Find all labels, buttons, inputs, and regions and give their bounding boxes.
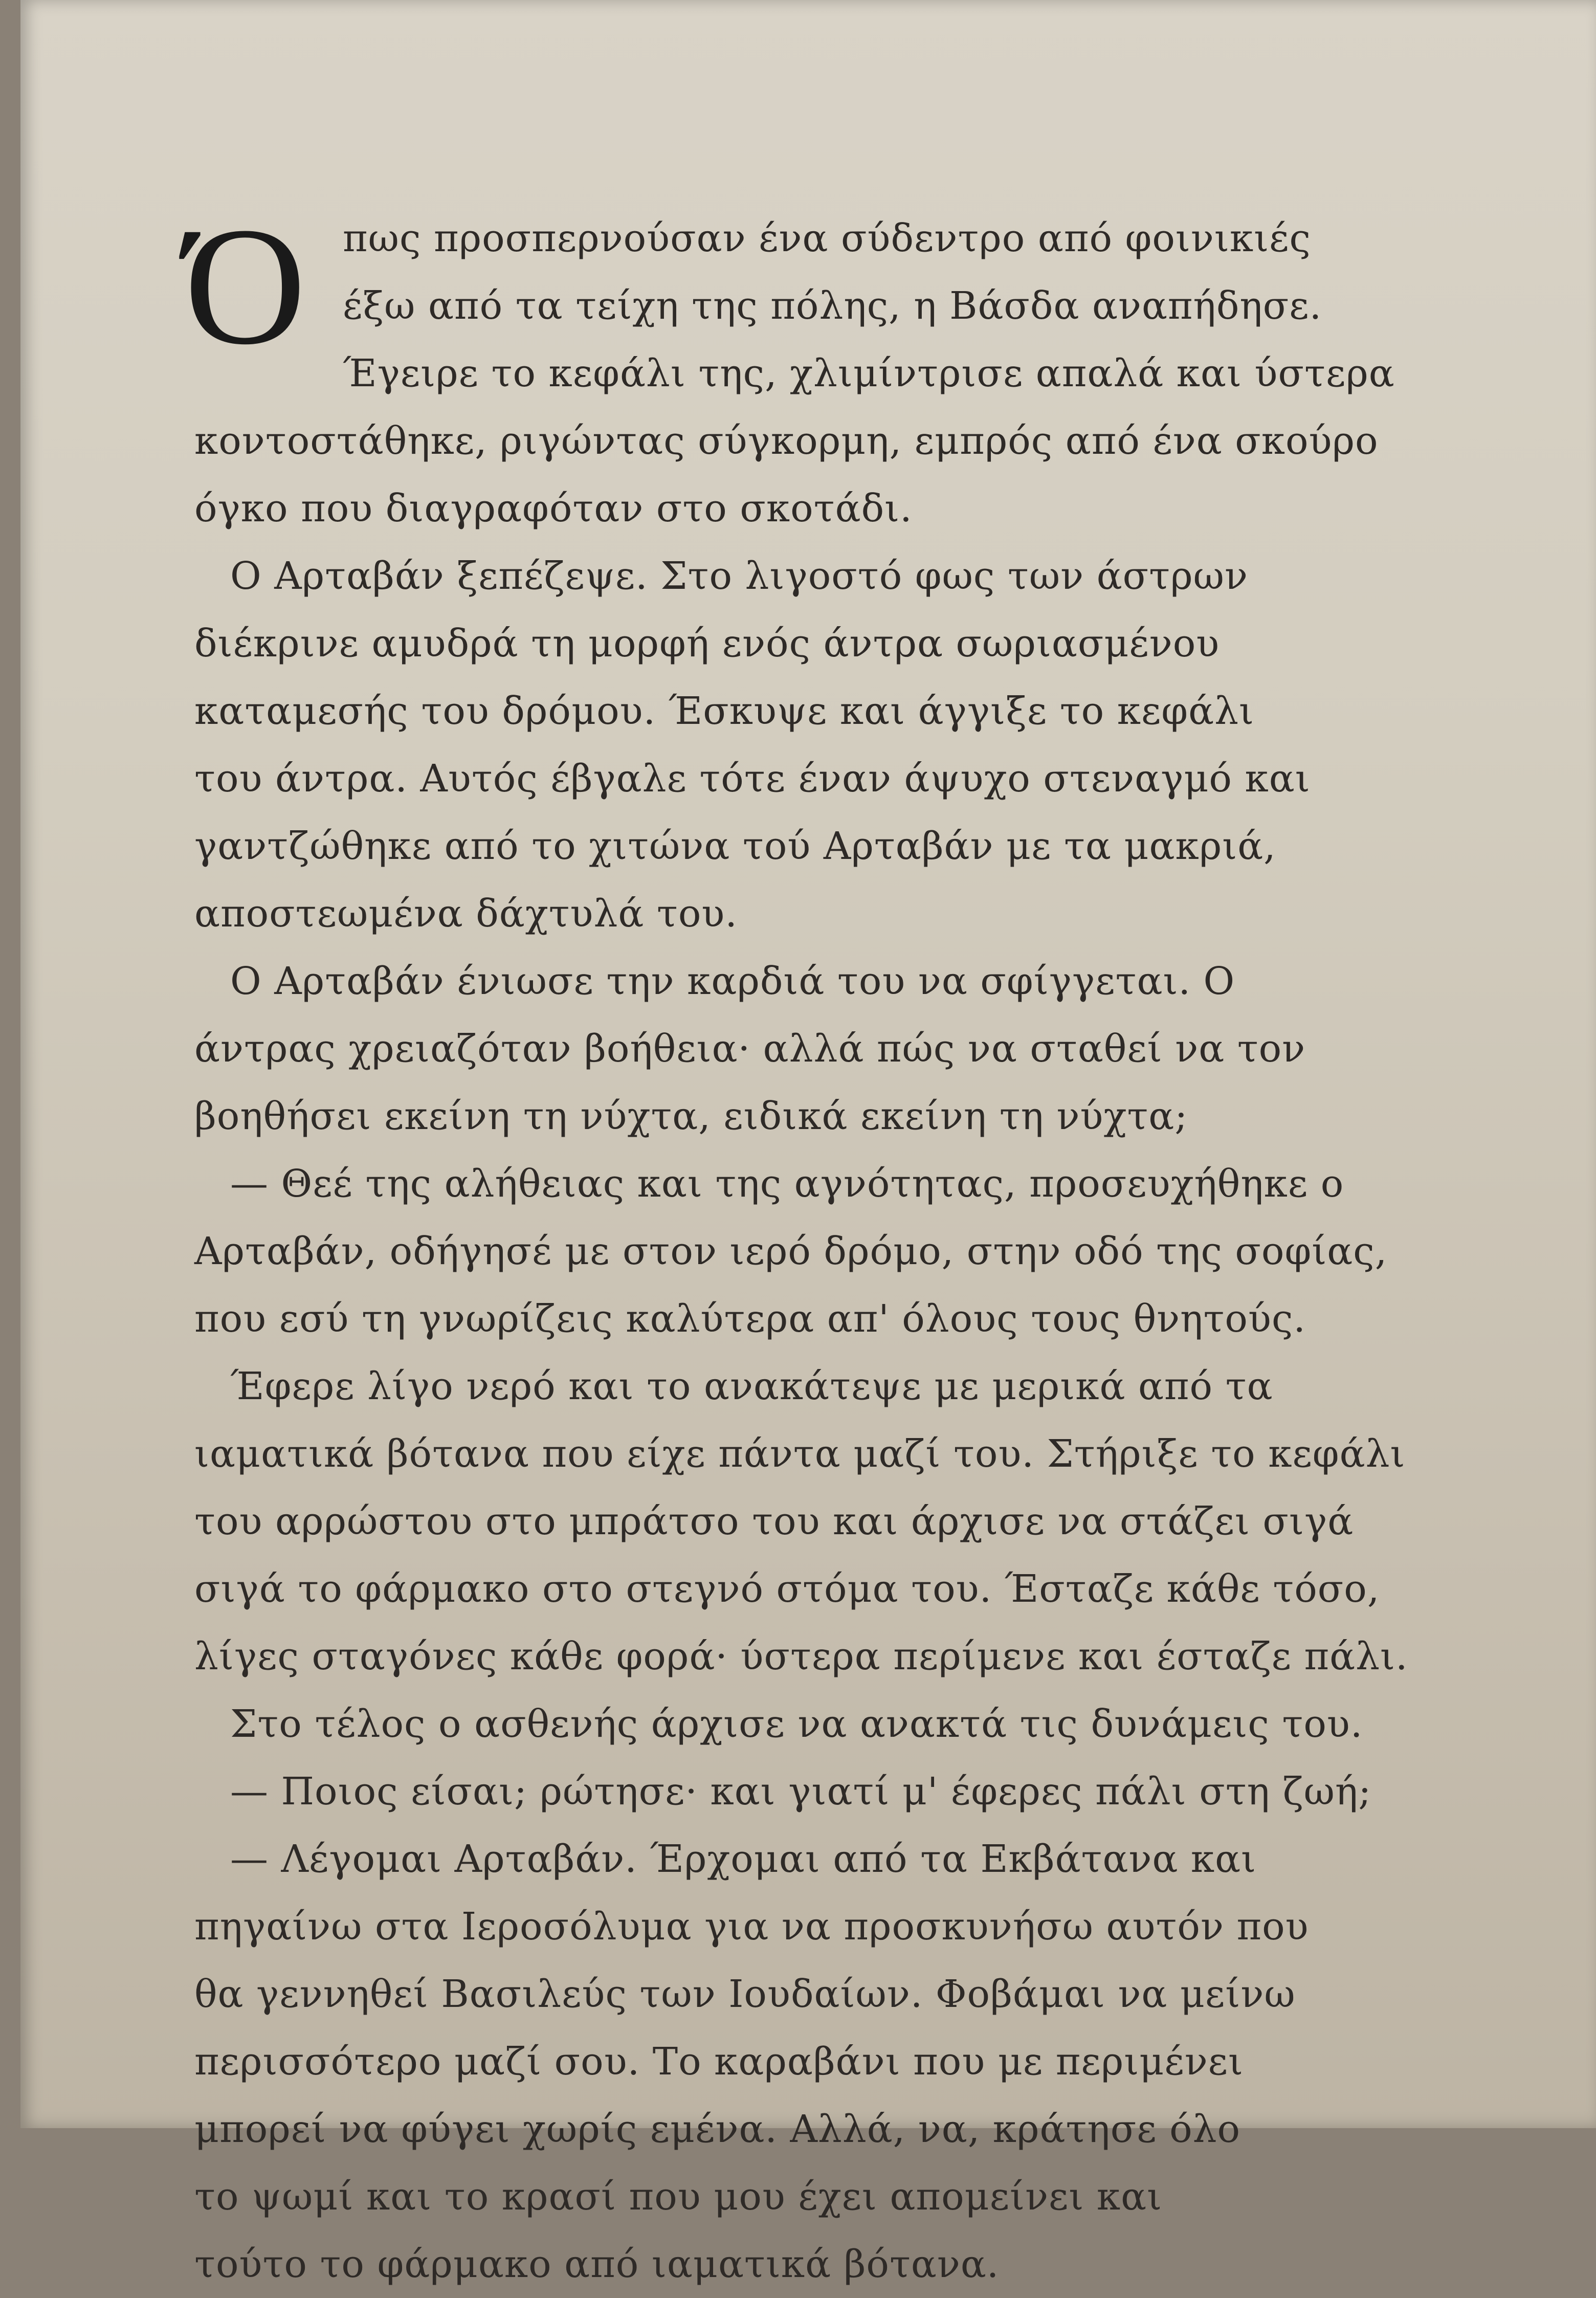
book-page	[20, 0, 1596, 2286]
text-line: πηγαίνω στα Ιεροσόλυμα για να προσκυνήσω αυτόν που	[194, 1905, 1309, 1949]
text-line: Έγειρε το κεφάλι της, χλιμίντρισε απαλά και ύστερα	[343, 351, 1395, 395]
text-line: γαντζώθηκε από το χιτώνα τού Αρταβάν με τα μακριά,	[194, 824, 1276, 868]
text-line: του άντρα. Αυτός έβγαλε τότε έναν άψυχο στεναγμό και	[194, 757, 1311, 801]
text-line: μπορεί να φύγει χωρίς εμένα. Αλλά, να, κράτησε όλο	[194, 2107, 1241, 2151]
text-line: που εσύ τη γνωρίζεις καλύτερα απ' όλους τους θνητούς.	[194, 1297, 1306, 1341]
text-line: το ψωμί και το κρασί που μου έχει απομείνει και	[194, 2175, 1163, 2219]
text-line: του αρρώστου στο μπράτσο του και άρχισε να στάζει σιγά	[194, 1499, 1354, 1543]
text-line: κοντοστάθηκε, ριγώντας σύγκορμη, εμπρός από ένα σκούρο	[194, 419, 1379, 463]
text-line: θα γεννηθεί Βασιλεύς των Ιουδαίων. Φοβάμαι να μείνω	[194, 1972, 1296, 2016]
text-line: Ο Αρταβάν ξεπέζεψε. Στο λιγοστό φως των άστρων	[230, 554, 1248, 598]
drop-cap-letter: Ό	[184, 193, 307, 380]
text-line: βοηθήσει εκείνη τη νύχτα, ειδικά εκείνη τη νύχτα;	[194, 1094, 1188, 1138]
drop-cap	[184, 193, 307, 380]
text-line: τούτο το φάρμακο από ιαματικά βότανα.	[194, 2242, 1000, 2286]
text-line: — Ποιος είσαι; ρώτησε· και γιατί μ' έφερες πάλι στη ζωή;	[230, 1770, 1372, 1814]
text-line: — Λέγομαι Αρταβάν. Έρχομαι από τα Εκβάτανα και	[230, 1837, 1257, 1881]
text-line: Ο Αρταβάν ένιωσε την καρδιά του να σφίγγεται. Ο	[230, 959, 1235, 1003]
text-line: λίγες σταγόνες κάθε φορά· ύστερα περίμενε και έσταζε πάλι.	[194, 1634, 1408, 1678]
text-line: άντρας χρειαζόταν βοήθεια· αλλά πώς να σταθεί να τον	[194, 1027, 1306, 1071]
text-line: Έφερε λίγο νερό και το ανακάτεψε με μερικά από τα	[230, 1364, 1273, 1408]
body-text	[184, 193, 1535, 2298]
text-line: έξω από τα τείχη της πόλης, η Βάσδα αναπήδησε.	[343, 284, 1322, 328]
text-line: διέκρινε αμυδρά τη μορφή ενός άντρα σωριασμένου	[194, 622, 1220, 666]
text-line: ιαματικά βότανα που είχε πάντα μαζί του. Στήριξε το κεφάλι	[194, 1432, 1406, 1476]
text-line: Στο τέλος ο ασθενής άρχισε να ανακτά τις δυνάμεις του.	[230, 1702, 1363, 1746]
text-line: — Θεέ της αλήθειας και της αγνότητας, προσευχήθηκε ο	[230, 1162, 1344, 1206]
text-line: όγκο που διαγραφόταν στο σκοτάδι.	[194, 487, 913, 531]
text-line: καταμεσής του δρόμου. Έσκυψε και άγγιξε το κεφάλι	[194, 689, 1255, 733]
text-line: Αρταβάν, οδήγησέ με στον ιερό δρόμο, στην οδό της σοφίας,	[194, 1229, 1388, 1273]
text-line: σιγά το φάρμακο στο στεγνό στόμα του. Έσταζε κάθε τόσο,	[194, 1567, 1380, 1611]
text-line: περισσότερο μαζί σου. Το καραβάνι που με περιμένει	[194, 2040, 1244, 2084]
text-line: πως προσπερνούσαν ένα σύδεντρο από φοινικιές	[343, 216, 1311, 260]
text-line: αποστεωμένα δάχτυλά του.	[194, 892, 738, 936]
